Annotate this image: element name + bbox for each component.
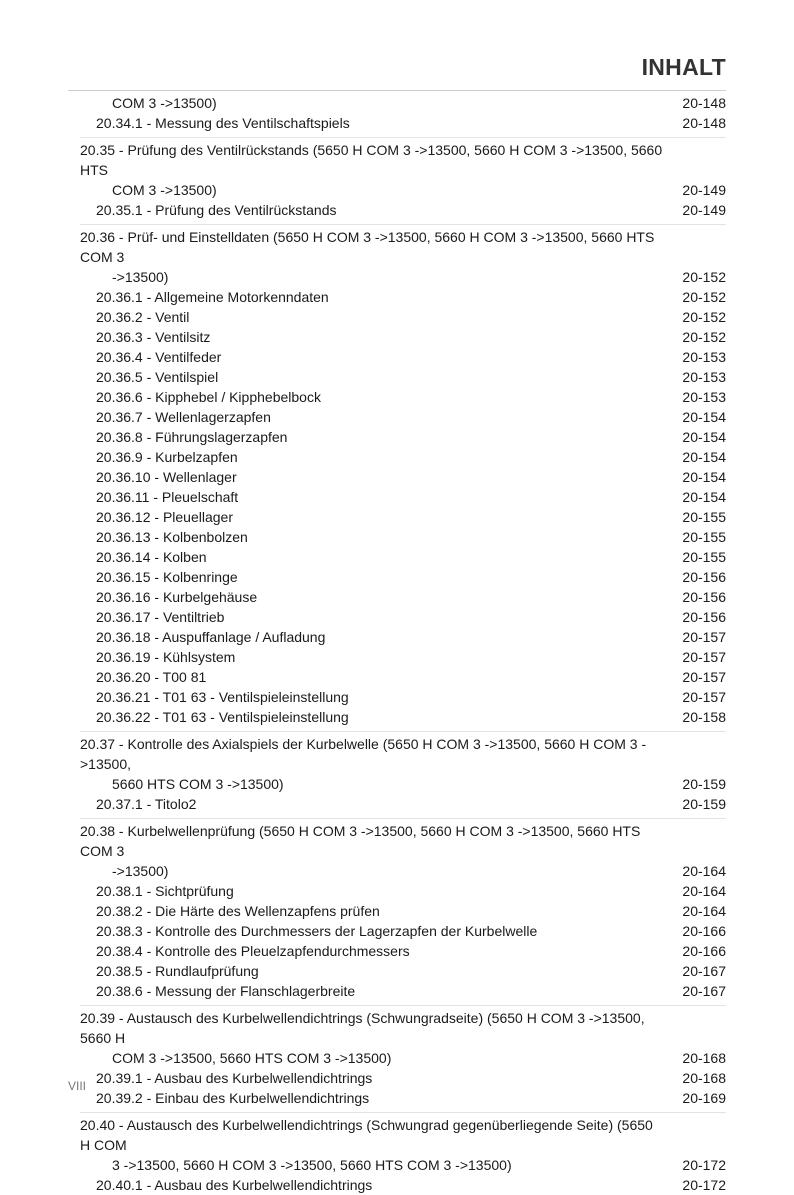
- toc-entry[interactable]: [80, 200, 726, 220]
- toc-entry-line: COM 3 ->13500): [112, 95, 217, 111]
- toc-entry-title: [80, 547, 682, 567]
- toc-entry-line: 20.36.3 - Ventilsitz: [96, 329, 211, 345]
- toc-entry-title: [80, 567, 682, 587]
- toc-entry-line: 5660 HTS COM 3 ->13500): [112, 776, 284, 792]
- toc-entry-page: 20-153: [682, 349, 726, 365]
- toc-entry[interactable]: [80, 327, 726, 347]
- toc-entry-page: 20-149: [682, 182, 726, 198]
- toc-entry[interactable]: [80, 467, 726, 487]
- toc-entry-page: 20-154: [682, 489, 726, 505]
- toc-entry-title: [80, 527, 682, 547]
- toc-entry-title: [80, 387, 682, 407]
- toc-entry-page: 20-155: [682, 549, 726, 565]
- toc-entry-title: [80, 941, 682, 961]
- toc-entry[interactable]: [80, 113, 726, 133]
- toc-entry-title: [80, 901, 682, 921]
- toc-entry-line: 20.40.1 - Ausbau des Kurbelwellendichtrings: [96, 1177, 373, 1193]
- toc-entry[interactable]: [80, 1088, 726, 1108]
- toc-entry-title: [80, 881, 682, 901]
- toc-entry-title: [80, 407, 682, 427]
- toc-entry-page: 20-172: [682, 1177, 726, 1193]
- toc-entry[interactable]: [80, 287, 726, 307]
- toc-entry[interactable]: [80, 307, 726, 327]
- toc-entry[interactable]: [80, 961, 726, 981]
- toc-entry-page: 20-155: [682, 509, 726, 525]
- toc-entry-page: 20-154: [682, 429, 726, 445]
- toc-entry[interactable]: [80, 447, 726, 467]
- toc-entry[interactable]: [80, 1112, 726, 1175]
- toc-entry-line: 20.36.10 - Wellenlager: [96, 469, 237, 485]
- toc-entry-line: 20.36.18 - Auspuffanlage / Aufladung: [96, 629, 326, 645]
- toc-entry[interactable]: [80, 427, 726, 447]
- toc-entry-title: [80, 707, 682, 727]
- toc-entry-page: 20-164: [682, 883, 726, 899]
- toc-entry-page: 20-155: [682, 529, 726, 545]
- page-number: VIII: [68, 1079, 87, 1093]
- toc-entry[interactable]: [80, 407, 726, 427]
- toc-entry-page: 20-169: [682, 1090, 726, 1106]
- toc-entry-title: [80, 287, 682, 307]
- toc-entry-page: 20-157: [682, 649, 726, 665]
- toc-entry-line: 20.38.3 - Kontrolle des Durchmessers der Lagerzapfen der Kurbelwelle: [96, 923, 538, 939]
- toc-entry-page: 20-172: [682, 1157, 726, 1173]
- toc-entry-title: [80, 981, 682, 1001]
- toc-entry-line: 20.39 - Austausch des Kurbelwellendichtrings (Schwungradseite) (5650 H COM 3 ->13500, 5660 H: [80, 1010, 645, 1046]
- toc-entry-page: 20-148: [682, 115, 726, 131]
- toc-entry-title: [80, 607, 682, 627]
- toc-entry-page: 20-158: [682, 709, 726, 725]
- toc-entry-title: [80, 113, 682, 133]
- table-of-contents: [80, 93, 726, 1195]
- toc-entry-page: 20-152: [682, 329, 726, 345]
- toc-entry-title: [80, 921, 682, 941]
- toc-entry-title: [80, 447, 682, 467]
- toc-entry-page: 20-159: [682, 796, 726, 812]
- toc-entry-line: 20.36.9 - Kurbelzapfen: [96, 449, 238, 465]
- toc-entry[interactable]: [80, 1175, 726, 1195]
- toc-entry-title: [80, 507, 682, 527]
- toc-entry-title: [80, 667, 682, 687]
- toc-entry-page: 20-156: [682, 569, 726, 585]
- toc-entry[interactable]: [80, 707, 726, 727]
- toc-entry-line: 20.36.15 - Kolbenringe: [96, 569, 238, 585]
- toc-entry-title: [80, 1175, 682, 1195]
- toc-entry-line: 20.36.6 - Kipphebel / Kipphebelbock: [96, 389, 321, 405]
- toc-entry-line: 20.38.4 - Kontrolle des Pleuelzapfendurchmessers: [96, 943, 410, 959]
- toc-entry-page: 20-166: [682, 943, 726, 959]
- toc-entry-line: 20.36.5 - Ventilspiel: [96, 369, 219, 385]
- toc-entry[interactable]: [80, 137, 726, 200]
- toc-entry-page: 20-159: [682, 776, 726, 792]
- toc-entry-page: 20-164: [682, 863, 726, 879]
- toc-entry-title: [80, 93, 682, 113]
- toc-entry[interactable]: [80, 1068, 726, 1088]
- toc-entry-line: 20.38.5 - Rundlaufprüfung: [96, 963, 259, 979]
- toc-entry[interactable]: [80, 347, 726, 367]
- toc-entry-title: [80, 1088, 682, 1108]
- toc-entry-line: 20.36.11 - Pleuelschaft: [96, 489, 239, 505]
- toc-entry-title: [80, 1115, 682, 1175]
- toc-entry-title: [80, 347, 682, 367]
- toc-entry-line: 20.40 - Austausch des Kurbelwellendichtrings (Schwungrad gegenüberliegende Seite) (5650 H COM: [80, 1117, 653, 1153]
- toc-entry-line: 20.36.19 - Kühlsystem: [96, 649, 236, 665]
- toc-entry-line: 20.36.21 - T01 63 - Ventilspieleinstellung: [96, 689, 349, 705]
- toc-entry-line: 20.38.6 - Messung der Flanschlagerbreite: [96, 983, 356, 999]
- toc-entry-title: [80, 821, 682, 881]
- toc-entry[interactable]: [80, 1005, 726, 1068]
- toc-entry[interactable]: [80, 387, 726, 407]
- toc-entry-line: 20.35 - Prüfung des Ventilrückstands (5650 H COM 3 ->13500, 5660 H COM 3 ->13500, 5660 HTS: [80, 142, 663, 178]
- toc-entry-line: 20.36.8 - Führungslagerzapfen: [96, 429, 288, 445]
- toc-entry-line: 20.36.13 - Kolbenbolzen: [96, 529, 248, 545]
- toc-entry-page: 20-157: [682, 629, 726, 645]
- toc-entry[interactable]: [80, 93, 726, 113]
- toc-entry-line: 20.36 - Prüf- und Einstelldaten (5650 H COM 3 ->13500, 5660 H COM 3 ->13500, 5660 HTS COM 3: [80, 229, 655, 265]
- toc-entry-line: 20.38 - Kurbelwellenprüfung (5650 H COM 3 ->13500, 5660 H COM 3 ->13500, 5660 HTS COM 3: [80, 823, 641, 859]
- toc-entry-page: 20-154: [682, 409, 726, 425]
- toc-entry-line: 20.36.14 - Kolben: [96, 549, 207, 565]
- toc-entry-line: 20.36.17 - Ventiltrieb: [96, 609, 225, 625]
- toc-entry[interactable]: [80, 941, 726, 961]
- toc-entry-line: 20.37 - Kontrolle des Axialspiels der Kurbelwelle (5650 H COM 3 ->13500, 5660 H COM 3 ->13500,: [80, 736, 647, 772]
- toc-entry-title: [80, 327, 682, 347]
- toc-entry-title: [80, 627, 682, 647]
- toc-entry-page: 20-153: [682, 389, 726, 405]
- toc-entry-line: ->13500): [112, 863, 169, 879]
- toc-entry-page: 20-152: [682, 269, 726, 285]
- toc-entry-page: 20-154: [682, 469, 726, 485]
- toc-entry-page: 20-168: [682, 1050, 726, 1066]
- toc-entry-title: [80, 367, 682, 387]
- toc-entry-page: 20-152: [682, 289, 726, 305]
- toc-entry-page: 20-167: [682, 963, 726, 979]
- toc-entry-title: [80, 794, 682, 814]
- toc-entry[interactable]: [80, 224, 726, 287]
- toc-entry[interactable]: [80, 981, 726, 1001]
- toc-entry-title: [80, 647, 682, 667]
- toc-entry-title: [80, 307, 682, 327]
- toc-entry-line: 20.36.12 - Pleuellager: [96, 509, 233, 525]
- toc-entry-page: 20-157: [682, 669, 726, 685]
- toc-entry-line: 20.38.1 - Sichtprüfung: [96, 883, 234, 899]
- toc-entry[interactable]: [80, 687, 726, 707]
- toc-entry[interactable]: [80, 507, 726, 527]
- toc-entry[interactable]: [80, 527, 726, 547]
- toc-entry-title: [80, 487, 682, 507]
- toc-entry-title: [80, 1068, 682, 1088]
- toc-entry-line: 20.39.2 - Einbau des Kurbelwellendichtrings: [96, 1090, 370, 1106]
- toc-entry-line: 20.36.4 - Ventilfeder: [96, 349, 222, 365]
- toc-entry-line: ->13500): [112, 269, 169, 285]
- toc-entry-page: 20-168: [682, 1070, 726, 1086]
- toc-entry[interactable]: [80, 881, 726, 901]
- toc-entry-title: [80, 687, 682, 707]
- toc-entry-line: 20.36.2 - Ventil: [96, 309, 190, 325]
- toc-entry[interactable]: [80, 567, 726, 587]
- toc-entry[interactable]: [80, 667, 726, 687]
- toc-entry-page: 20-149: [682, 202, 726, 218]
- toc-entry[interactable]: [80, 921, 726, 941]
- toc-entry-title: [80, 1008, 682, 1068]
- toc-entry-title: [80, 467, 682, 487]
- toc-entry[interactable]: [80, 794, 726, 814]
- toc-entry-page: 20-152: [682, 309, 726, 325]
- toc-entry[interactable]: [80, 901, 726, 921]
- toc-entry-title: [80, 961, 682, 981]
- toc-entry[interactable]: [80, 627, 726, 647]
- toc-entry-page: 20-166: [682, 923, 726, 939]
- toc-entry-page: 20-154: [682, 449, 726, 465]
- toc-entry-line: 20.36.22 - T01 63 - Ventilspieleinstellung: [96, 709, 349, 725]
- toc-entry[interactable]: [80, 487, 726, 507]
- toc-entry-line: 20.37.1 - Titolo2: [96, 796, 197, 812]
- toc-entry-line: COM 3 ->13500): [112, 182, 217, 198]
- toc-entry-line: COM 3 ->13500, 5660 HTS COM 3 ->13500): [112, 1050, 392, 1066]
- toc-entry-page: 20-156: [682, 609, 726, 625]
- toc-entry-page: 20-156: [682, 589, 726, 605]
- toc-entry-line: 20.36.7 - Wellenlagerzapfen: [96, 409, 271, 425]
- toc-entry-title: [80, 427, 682, 447]
- toc-entry-page: 20-167: [682, 983, 726, 999]
- toc-entry[interactable]: [80, 731, 726, 794]
- page-header: [68, 54, 726, 91]
- toc-entry-title: [80, 734, 682, 794]
- toc-entry[interactable]: [80, 367, 726, 387]
- toc-entry[interactable]: [80, 587, 726, 607]
- toc-entry-title: [80, 200, 682, 220]
- toc-entry-line: 20.39.1 - Ausbau des Kurbelwellendichtrings: [96, 1070, 373, 1086]
- toc-entry-page: 20-148: [682, 95, 726, 111]
- toc-entry-line: 20.38.2 - Die Härte des Wellenzapfens prüfen: [96, 903, 380, 919]
- toc-entry-line: 20.34.1 - Messung des Ventilschaftspiels: [96, 115, 350, 131]
- toc-entry-line: 20.36.1 - Allgemeine Motorkenndaten: [96, 289, 329, 305]
- toc-entry[interactable]: [80, 818, 726, 881]
- toc-entry-title: [80, 140, 682, 200]
- toc-entry[interactable]: [80, 607, 726, 627]
- toc-entry-title: [80, 227, 682, 287]
- toc-entry-page: 20-153: [682, 369, 726, 385]
- toc-entry-page: 20-157: [682, 689, 726, 705]
- toc-entry-title: [80, 587, 682, 607]
- toc-entry-line: 20.36.16 - Kurbelgehäuse: [96, 589, 258, 605]
- toc-entry-line: 3 ->13500, 5660 H COM 3 ->13500, 5660 HTS COM 3 ->13500): [112, 1157, 512, 1173]
- toc-entry-line: 20.36.20 - T00 81: [96, 669, 207, 685]
- page-title: INHALT: [641, 54, 726, 80]
- toc-entry-line: 20.35.1 - Prüfung des Ventilrückstands: [96, 202, 337, 218]
- toc-entry-page: 20-164: [682, 903, 726, 919]
- toc-entry[interactable]: [80, 647, 726, 667]
- toc-entry[interactable]: [80, 547, 726, 567]
